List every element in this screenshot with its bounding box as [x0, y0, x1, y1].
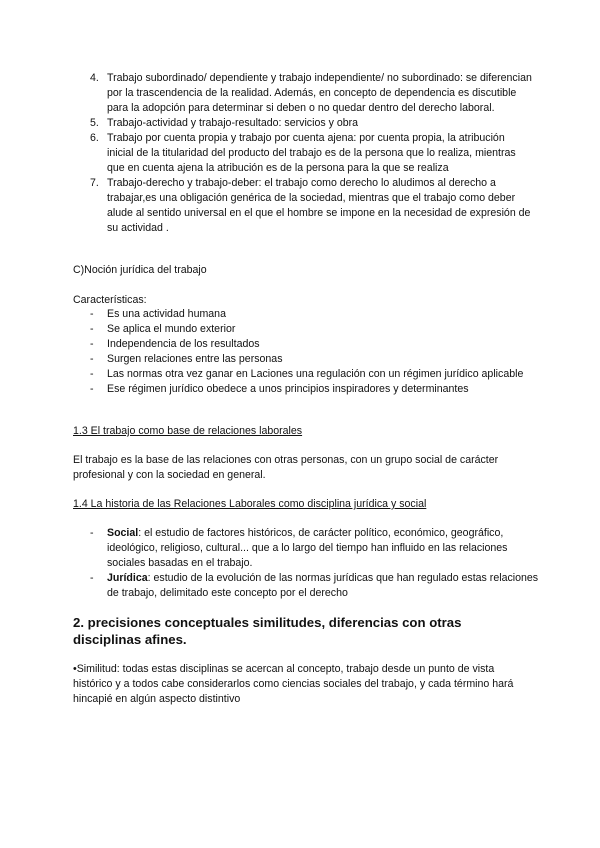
list-text: Se aplica el mundo exterior: [107, 323, 236, 335]
list-number: 5.: [90, 117, 99, 129]
dash-bullet: -: [90, 527, 94, 539]
list-text: Surgen relaciones entre las personas: [107, 353, 283, 365]
dash-bullet: -: [90, 572, 94, 584]
numbered-list: [73, 71, 533, 236]
list-number: 6.: [90, 132, 99, 144]
dash-bullet: -: [90, 353, 94, 365]
list-item: [73, 526, 543, 571]
list-item: [73, 352, 543, 367]
section-1-3-paragraph: El trabajo es la base de las relaciones con otras personas, con un grupo social de carácter profesional y con la sociedad en general.: [73, 454, 499, 481]
list-item: [73, 131, 533, 176]
list-text: Trabajo por cuenta propia y trabajo por cuenta ajena: por cuenta propia, la atribución inicial de la titularidad del producto del trabajo es de la persona que lo realiza, mientras que en cuenta ajena la atribución es de la persona para la que se realiza: [107, 132, 516, 174]
list-item: [73, 571, 543, 601]
list-text: Ese régimen jurídico obedece a unos principios inspiradores y determinantes: [107, 383, 469, 395]
dash-bullet: -: [90, 323, 94, 335]
list-number: 4.: [90, 72, 99, 84]
list-item: [73, 116, 533, 131]
list-text: Trabajo-derecho y trabajo-deber: el trabajo como derecho lo aludimos al derecho a trabajar,es una obligación genérica de la sociedad, mientras que el trabajo como deber alude al sentido universal en el que el hombre se impone en la necesidad de expresión de su actividad .: [107, 177, 531, 234]
list-item: [73, 176, 533, 236]
list-item: [73, 367, 543, 382]
list-text: Trabajo subordinado/ dependiente y trabajo independiente/ no subordinado: se diferencian por la trascendencia de la realidad. Además, en concepto de dependencia es discutible para la adopción para determinar si deben o no quedar dentro del derecho laboral.: [107, 72, 532, 114]
section-2-heading: 2. precisiones conceptuales similitudes, diferencias con otras disciplinas afines.: [73, 615, 462, 647]
list-text: Es una actividad humana: [107, 308, 226, 320]
list-item: [73, 322, 543, 337]
list-number: 7.: [90, 177, 99, 189]
list-item: [73, 382, 543, 397]
section-1-3-title: 1.3 El trabajo como base de relaciones laborales: [73, 425, 303, 437]
caracteristicas-label: Características:: [73, 294, 147, 306]
caracteristicas-list: [73, 307, 543, 397]
dash-bullet: -: [90, 308, 94, 320]
list-text: Independencia de los resultados: [107, 338, 260, 350]
dash-bullet: -: [90, 338, 94, 350]
section-c-title: C)Noción jurídica del trabajo: [73, 264, 207, 276]
list-text: : estudio de la evolución de las normas jurídicas que han regulado estas relaciones de trabajo, delimitado este concepto por el derecho: [107, 572, 539, 599]
term-label: Social: [107, 527, 139, 539]
dash-bullet: -: [90, 383, 94, 395]
list-item: [73, 71, 533, 116]
list-text: Las normas otra vez ganar en Laciones una regulación con un régimen jurídico aplicable: [107, 368, 524, 380]
list-text: Trabajo-actividad y trabajo-resultado: servicios y obra: [107, 117, 359, 129]
similitud-paragraph: •Similitud: todas estas disciplinas se acercan al concepto, trabajo desde un punto de vista histórico y a todos cabe considerarlos como ciencias sociales del trabajo, y cada término hará hincapié en algún aspecto distintivo: [73, 663, 514, 705]
section-1-4-list: [73, 526, 543, 601]
term-label: Jurídica: [107, 572, 148, 584]
list-item: [73, 337, 543, 352]
section-1-4-title: 1.4 La historia de las Relaciones Laborales como disciplina jurídica y social: [73, 498, 427, 510]
list-item: [73, 307, 543, 322]
list-text: : el estudio de factores históricos, de carácter político, económico, geográfico, ideológico, religioso, cultural... que a lo largo del tiempo han influido en las relaciones sociales basadas en el trabajo.: [107, 527, 508, 569]
dash-bullet: -: [90, 368, 94, 380]
